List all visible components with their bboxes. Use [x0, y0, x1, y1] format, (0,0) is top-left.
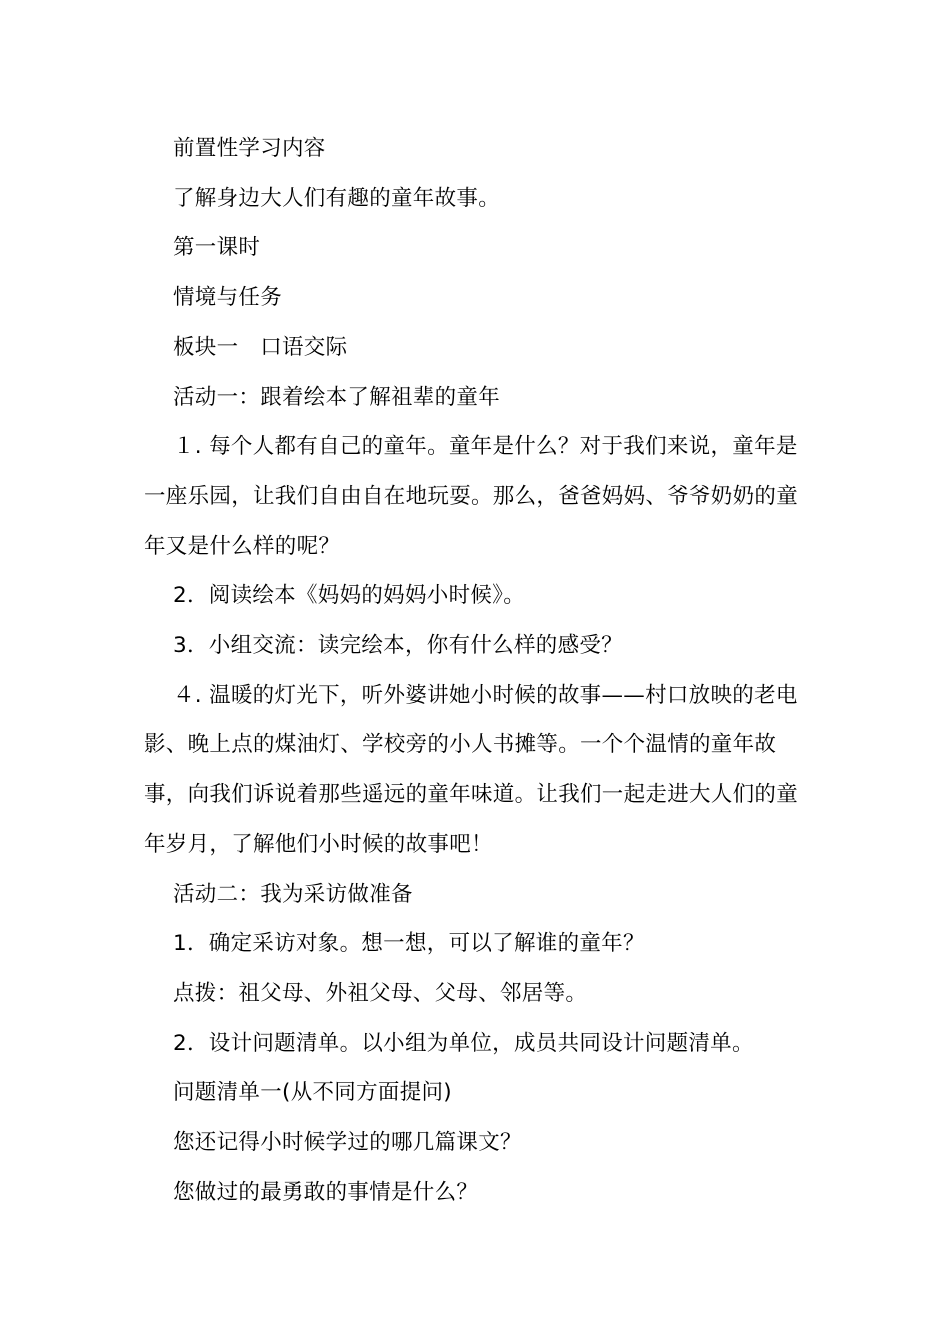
activity-one-step-2: 2．阅读绘本《妈妈的妈妈小时候》。 — [173, 583, 526, 609]
activity-two-hint: 点拨：祖父母、外祖父母、父母、邻居等。 — [173, 980, 588, 1006]
preview-heading: 前置性学习内容 — [173, 136, 326, 161]
question-list-heading: 问题清单一(从不同方面提问) — [173, 1080, 452, 1106]
section-heading: 情境与任务 — [173, 285, 283, 311]
preview-content: 了解身边大人们有趣的童年故事。 — [173, 185, 501, 211]
activity-two-step-1: 1．确定采访对象。想一想，可以了解谁的童年？ — [173, 931, 645, 957]
activity-one-step-1: １. 每个人都有自己的童年。童年是什么？对于我们来说，童年是一座乐园，让我们自由自在地玩耍。那么，爸爸妈妈、爷爷奶奶的童年又是什么样的呢？ — [144, 434, 799, 559]
activity-two-heading: 活动二：我为采访做准备 — [173, 881, 413, 907]
module-heading: 板块一 口语交际 — [173, 334, 348, 360]
question-item: 您做过的最勇敢的事情是什么？ — [173, 1179, 479, 1205]
question-item: 您还记得小时候学过的哪几篇课文？ — [173, 1130, 522, 1156]
activity-one-step-4: ４. 温暖的灯光下，听外婆讲她小时候的故事——村口放映的老电影、晚上点的煤油灯、学校旁的小人书摊等。一个个温情的童年故事，向我们诉说着那些遥远的童年味道。让我们一起走进大人们的童年岁月，了解他们小时候的故事吧！ — [144, 682, 799, 857]
activity-two-step-2: 2．设计问题清单。以小组为单位，成员共同设计问题清单。 — [173, 1030, 754, 1056]
activity-one-step-3: 3．小组交流：读完绘本，你有什么样的感受？ — [173, 633, 623, 659]
lesson-title: 第一课时 — [173, 235, 261, 261]
activity-one-heading: 活动一：跟着绘本了解祖辈的童年 — [173, 384, 501, 410]
document-body — [144, 124, 810, 1217]
